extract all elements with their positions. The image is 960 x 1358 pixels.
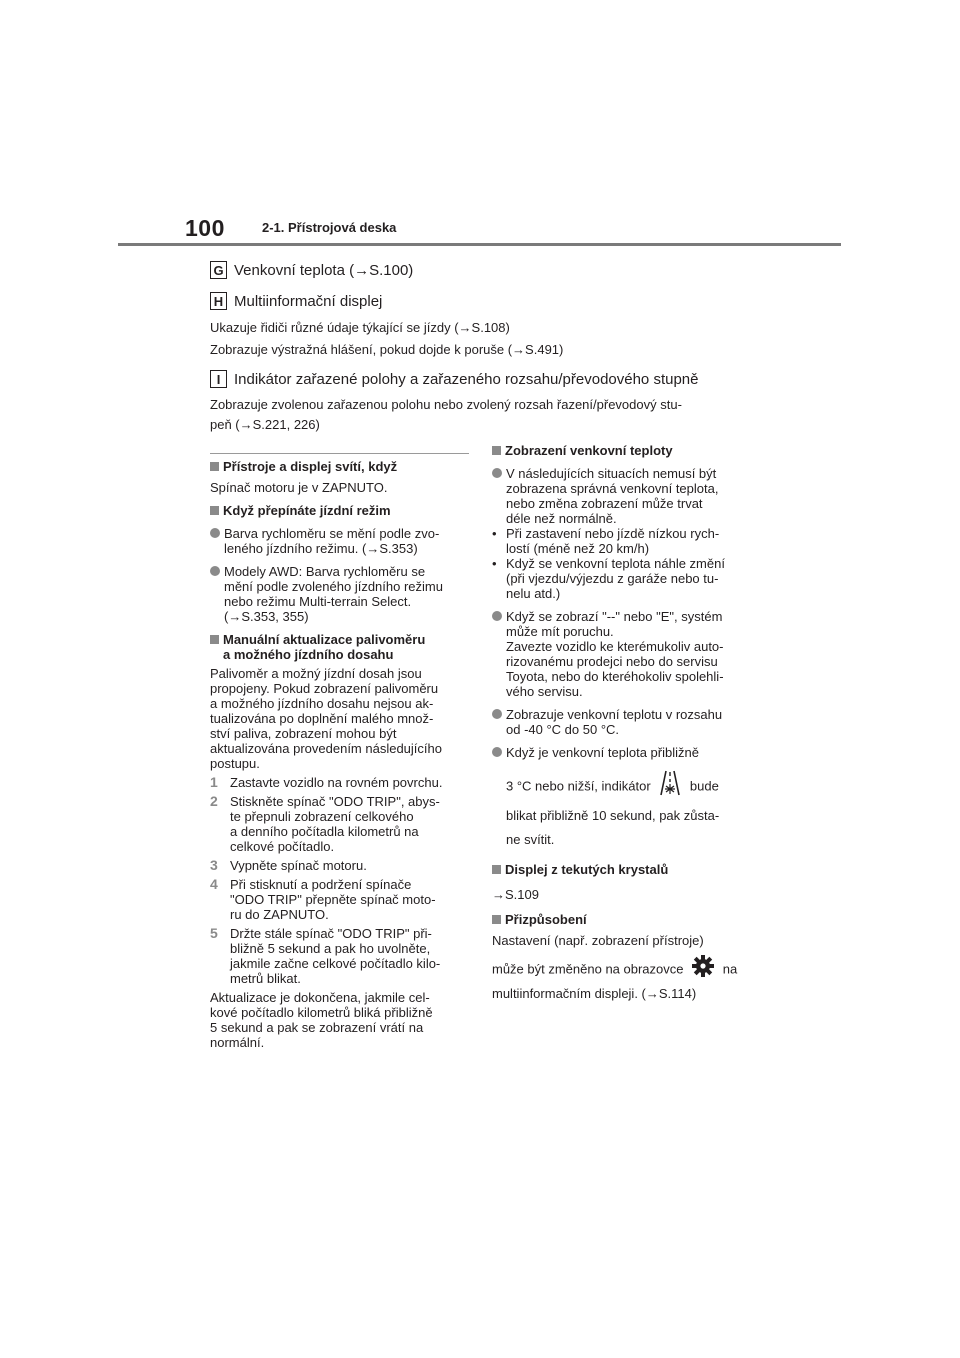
ice-text-line3: blikat přibližně 10 sekund, pak zůsta-: [506, 808, 720, 823]
header-rule: [118, 243, 841, 246]
heading-customize: [492, 912, 757, 927]
step-number: 5: [210, 925, 218, 941]
heading-text: Zobrazení venkovní teploty: [505, 443, 673, 458]
square-bullet-icon: [492, 865, 501, 874]
square-bullet-icon: [210, 506, 219, 515]
heading-drive-mode: [210, 503, 470, 518]
item-i: [210, 370, 698, 388]
heading-lcd: [492, 862, 757, 877]
heading-outside-temp: [492, 443, 757, 458]
step-text: Při stisknutí a podržení spínače "ODO TRIP" přepněte spínač moto- ru do ZAPNUTO.: [230, 877, 436, 922]
heading-text: Manuální aktualizace palivoměru a možného jízdního dosahu: [223, 632, 426, 662]
ice-text-b: bude: [689, 778, 719, 794]
circle-bullet-icon: [492, 747, 502, 757]
bullet-item: [492, 745, 757, 760]
page-number: 100: [185, 215, 225, 241]
key-g-badge: G: [210, 261, 227, 279]
bullet-item: [210, 526, 470, 556]
column-rule: [210, 453, 469, 454]
step-item: [210, 877, 470, 922]
step-item: [210, 926, 470, 986]
bullet-text: Barva rychloměru se mění podle zvo- leného jízdního režimu. (→S.353): [224, 526, 440, 556]
sub-bullet-text: Když se venkovní teplota náhle změní (při vjezdu/výjezdu z garáže nebo tu- nelu atd.): [506, 556, 725, 601]
bullet-item: [210, 564, 470, 624]
item-g: [210, 261, 413, 279]
step-number: 3: [210, 857, 218, 873]
bullet-item: [492, 466, 757, 526]
item-h-label: Multiinformační displej: [234, 292, 383, 310]
step-text: Stiskněte spínač "ODO TRIP", abys- te přepnuli zobrazení celkového a denního počítadla kilometrů na celkové počítadlo.: [230, 794, 440, 854]
step-item: [210, 794, 470, 854]
paragraph: →S.109: [492, 887, 539, 902]
ice-warning-text: [492, 770, 757, 852]
bullet-text: Zobrazuje venkovní teplotu v rozsahu od -40 °C do 50 °C.: [506, 707, 723, 737]
sub-bullet-item: [492, 556, 757, 601]
item-h: [210, 292, 382, 310]
paragraph: Palivoměr a možný jízdní dosah jsou propojeny. Pokud zobrazení palivoměru a možného jízdního dosahu nejsou ak- tualizována po doplnění malého množ- ství paliva, zobrazení mohou být aktualizována provedením následujícího postupu.: [210, 666, 442, 771]
circle-bullet-icon: [210, 566, 220, 576]
paragraph: multiinformačním displeji. (→S.114): [492, 986, 697, 1001]
square-bullet-icon: [210, 635, 219, 644]
step-text: Držte stále spínač "ODO TRIP" při- bližně 5 sekund a pak ho uvolněte, jakmile začne celkové počítadlo kilo- metrů blikat.: [230, 926, 441, 986]
sub-bullet-item: [492, 526, 757, 556]
bullet-text: Modely AWD: Barva rychloměru se mění podle zvoleného jízdního režimu nebo režimu Multi-terrain Select. (→S.353, 355): [224, 564, 443, 624]
sub-bullet-mark: •: [492, 556, 497, 571]
step-text: Zastavte vozidlo na rovném povrchu.: [230, 775, 443, 790]
section-title: 2-1. Přístrojová deska: [262, 220, 397, 235]
settings-text: [492, 954, 757, 986]
bullet-text: Když je venkovní teplota přibližně: [506, 745, 699, 760]
circle-bullet-icon: [492, 468, 502, 478]
heading-text: Přizpůsobení: [505, 912, 587, 927]
ice-text-line4: ne svítit.: [506, 832, 555, 847]
settings-text-a: může být změněno na obrazovce: [492, 961, 684, 977]
paragraph: Spínač motoru je v ZAPNUTO.: [210, 480, 388, 495]
bullet-item: [492, 609, 757, 699]
bullet-item: [492, 707, 757, 737]
heading-text: Přístroje a displej svítí, když: [223, 459, 398, 474]
heading-display-on: [210, 459, 470, 474]
item-g-label: Venkovní teplota (→S.100): [234, 261, 414, 279]
square-bullet-icon: [492, 915, 501, 924]
settings-text-b: na: [722, 961, 738, 977]
right-column: [492, 443, 757, 1001]
step-number: 4: [210, 876, 218, 892]
heading-text: Displej z tekutých krystalů: [505, 862, 669, 877]
key-h-badge: H: [210, 292, 227, 310]
item-i-desc-1: Zobrazuje zvolenou zařazenou polohu nebo zvolený rozsah řazení/převodový stu-: [210, 397, 682, 412]
circle-bullet-icon: [492, 709, 502, 719]
step-number: 2: [210, 793, 218, 809]
item-h-desc-1: Ukazuje řidiči různé údaje týkající se jízdy (→S.108): [210, 320, 510, 335]
bullet-text: V následujících situacích nemusí být zobrazena správná venkovní teplota, nebo změna zobrazení může trvat déle než normálně.: [506, 466, 719, 526]
square-bullet-icon: [492, 446, 501, 455]
gear-icon: [691, 954, 715, 986]
step-text: Vypněte spínač motoru.: [230, 858, 367, 873]
sub-bullet-text: Při zastavení nebo jízdě nízkou rych- lostí (méně než 20 km/h): [506, 526, 720, 556]
item-i-label: Indikátor zařazené polohy a zařazeného rozsahu/převodového stupně: [234, 370, 699, 388]
item-h-desc-2: Zobrazuje výstražná hlášení, pokud dojde k poruše (→S.491): [210, 342, 564, 357]
paragraph: Nastavení (např. zobrazení přístroje): [492, 933, 704, 948]
step-item: [210, 775, 470, 790]
key-i-badge: I: [210, 370, 227, 388]
sub-bullet-mark: •: [492, 526, 497, 541]
circle-bullet-icon: [210, 528, 220, 538]
paragraph: Aktualizace je dokončena, jakmile cel- kové počítadlo kilometrů bliká přibližně 5 sekund a pak se zobrazení vrátí na normální.: [210, 990, 433, 1050]
heading-text: Když přepínáte jízdní režim: [223, 503, 391, 518]
item-i-desc-2: peň (→S.221, 226): [210, 417, 320, 432]
road-ice-warning-icon: [658, 770, 682, 804]
ice-text-a: 3 °C nebo nižší, indikátor: [506, 778, 651, 794]
bullet-text: Když se zobrazí "--" nebo "E", systém může mít poruchu. Zavezte vozidlo ke kterémukoliv auto- rizovanému prodejci nebo do servisu Toyota, nebo do kteréhokoliv spolehli- vého servisu.: [506, 609, 724, 699]
step-number: 1: [210, 774, 218, 790]
step-item: [210, 858, 470, 873]
square-bullet-icon: [210, 462, 219, 471]
circle-bullet-icon: [492, 611, 502, 621]
heading-fuel-update: [210, 632, 470, 662]
left-column: [210, 459, 470, 1050]
